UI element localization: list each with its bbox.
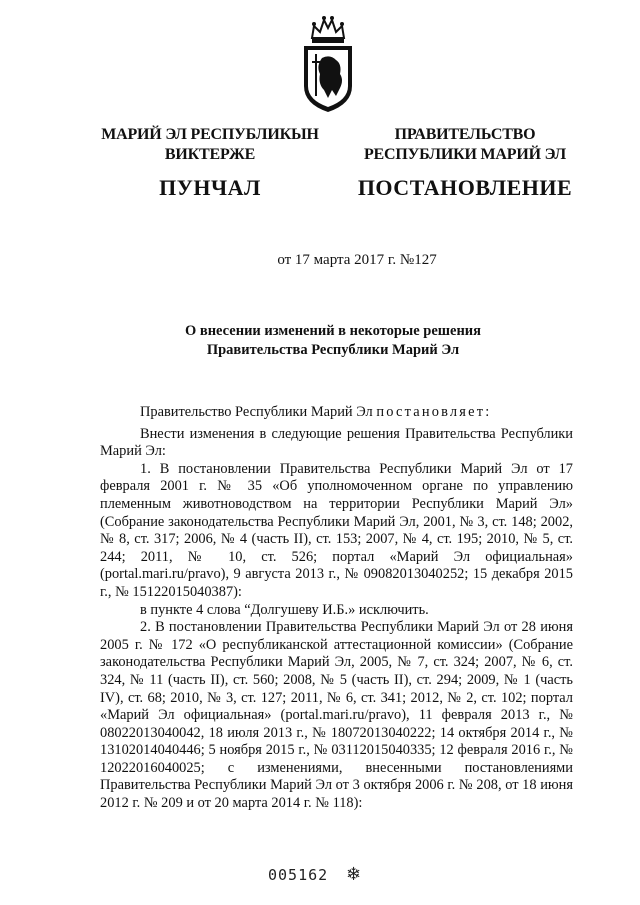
header-left-doc-type: ПУНЧАЛ (159, 175, 261, 200)
paragraph-4: 2. В постановлении Правительства Республики Марий Эл от 28 июня 2005 г. № 172 «О республиканской аттестационной комиссии» (Собрание законодательства Республики Марий Эл, 2005, № 7, ст. 324; 2007, № 6, ст. 324, № 11 (часть II), ст. 560; 2008, № 5 (часть II), ст. 294; 2009, № 1 (часть IV), ст. 68; 2010, № 3, ст. 127; 2011, № 6, ст. 341; 2012, № 2, ст. 102; портал «Марий Эл официальная» (portal.mari.ru/pravo), 11 февраля 2013 г., № 08022013040042, 18 июля 2013 г., № 18072013040222; 14 октября 2014 г., № 13102014040446; 5 ноября 2015 г., № 03112015040335; 12 февраля 2016 г., № 12022016040025; с изменениями, внесенными постановлениями Правительства Республики Марий Эл от 3 октября 2006 г. № 208, от 18 июня 2012 г. № 209 и от 20 марта 2014 г. № 118): (100, 619, 573, 812)
paragraph-3: в пункте 4 слова “Долгушеву И.Б.» исключить. (140, 601, 429, 618)
header-right-line2: РЕСПУБЛИКИ МАРИЙ ЭЛ (363, 146, 567, 163)
snowflake-mark-icon: ❄ (346, 864, 362, 884)
coat-of-arms-mari-el-icon (300, 8, 356, 114)
document-date-number: от 17 марта 2017 г. №127 (277, 252, 437, 268)
header-left-line2: ВИКТЕРЖЕ (164, 146, 256, 163)
document-body (100, 404, 573, 813)
intro-resolves: постановляет: (376, 404, 492, 420)
header-right-line1: ПРАВИТЕЛЬСТВО (394, 126, 536, 143)
footer-serial-number: 005162 (268, 866, 329, 884)
header-right-doc-type: ПОСТАНОВЛЕНИЕ (357, 175, 573, 200)
header-right-block (345, 125, 585, 201)
paragraph-2: 1. В постановлении Правительства Республики Марий Эл от 17 февраля 2001 г. № 35 «Об уполномоченном органе по управлению племенным животноводством на территории Республики Марий Эл» (Собрание законодательства Республики Марий Эл, 2001, № 3, ст. 148; 2002, № 8, ст. 317; 2006, № 4 (часть II), ст. 153; 2007, № 4, ст. 195; 2010, № 5, ст. 244; 2011, № 10, ст. 526; портал «Марий Эл официальная» (portal.mari.ru/pravo), 9 августа 2013 г., № 09082013040252; 15 декабря 2015 г., № 15122015040387): (100, 460, 573, 600)
header-left-line1: МАРИЙ ЭЛ РЕСПУБЛИКЫН (101, 126, 319, 143)
document-title-line2: Правительства Республики Марий Эл (206, 342, 460, 358)
document-title-line1: О внесении изменений в некоторые решения (184, 323, 482, 339)
document-title (0, 322, 640, 360)
paragraph-1: Внести изменения в следующие решения Правительства Республики Марий Эл: (100, 425, 573, 460)
intro-paragraph (100, 404, 573, 422)
header-left-block (90, 125, 330, 201)
intro-prefix: Правительство Республики Марий Эл (140, 404, 373, 420)
